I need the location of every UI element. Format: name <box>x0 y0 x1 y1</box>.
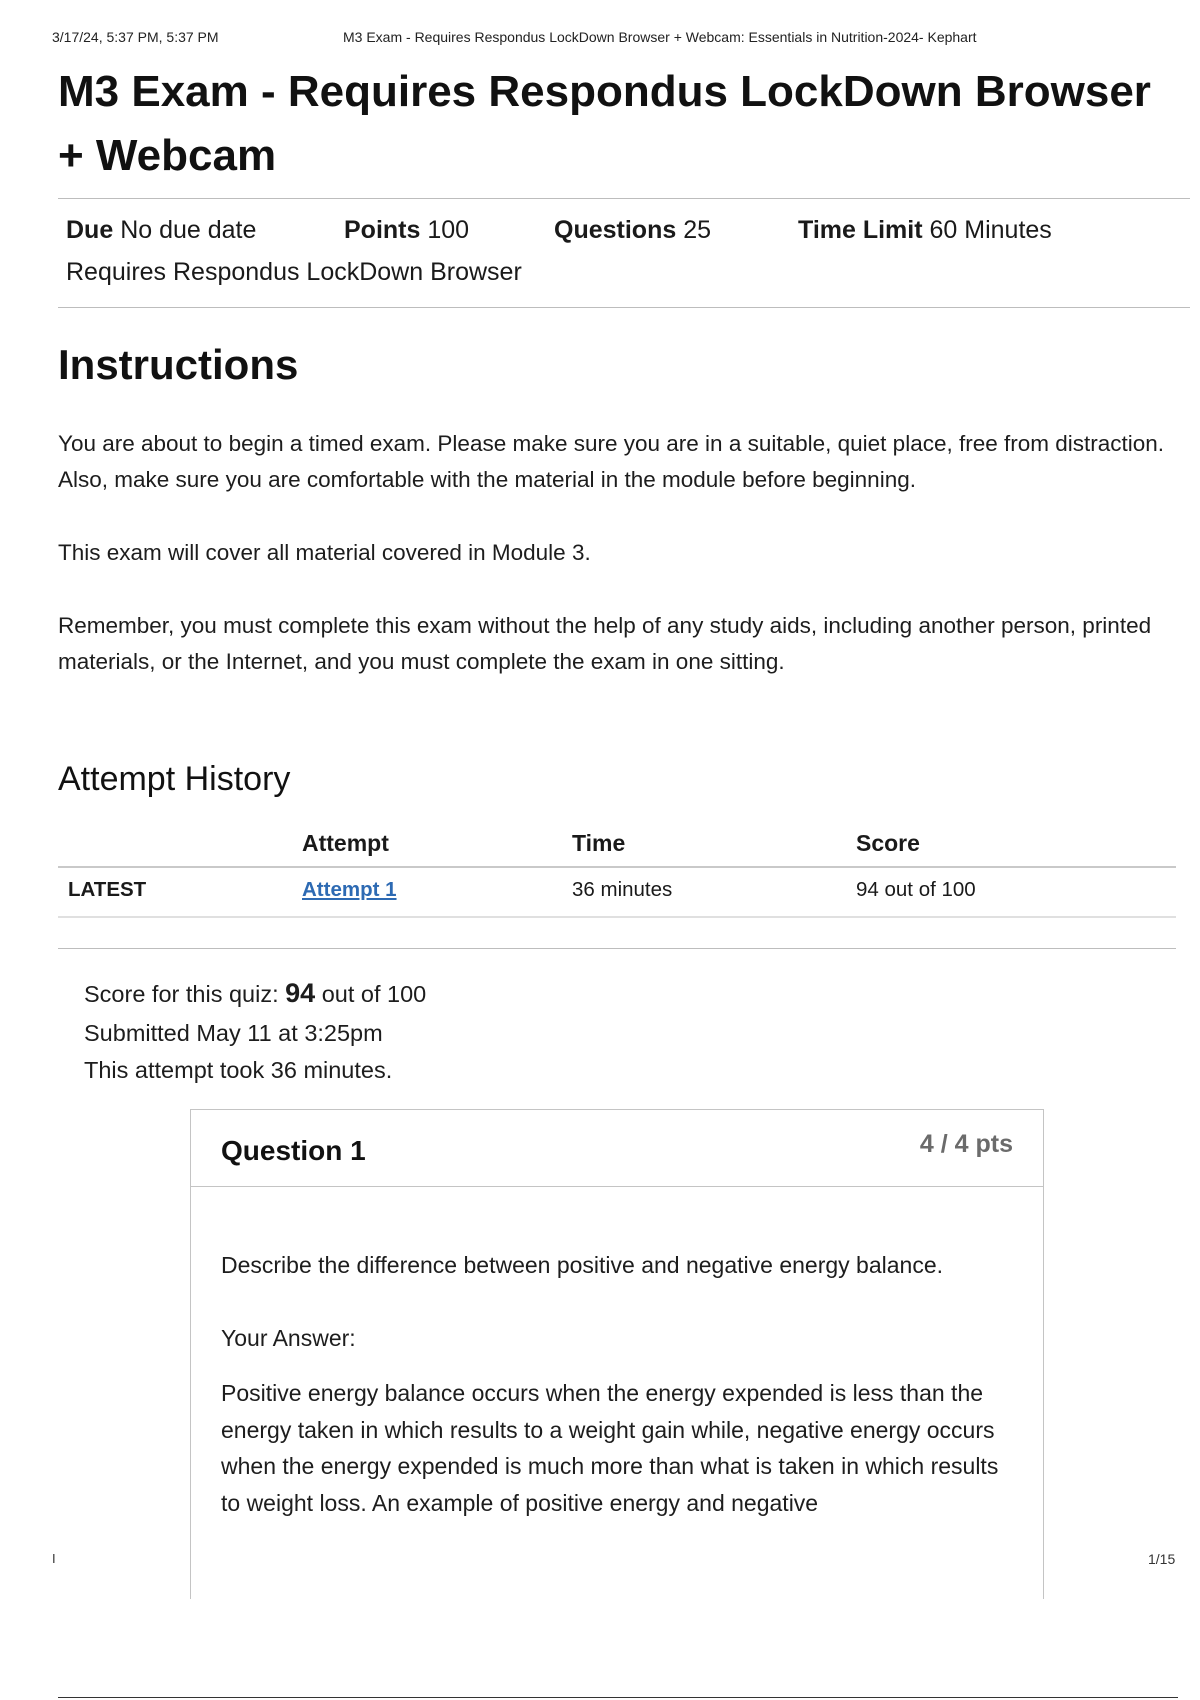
column-header-time: Time <box>572 830 626 856</box>
divider-summary <box>58 948 1176 949</box>
instructions-heading: Instructions <box>58 341 299 388</box>
divider-top <box>58 198 1190 199</box>
meta-points <box>344 216 469 245</box>
footer-left-mark: I <box>52 1551 56 1566</box>
instructions-para-1: You are about to begin a timed exam. Please make sure you are in a suitable, quiet place, free from distraction. Also, make sure you are comfortable with the material in the module before beginning. <box>58 431 1165 492</box>
quiz-submitted: Submitted May 11 at 3:25pm <box>84 1020 383 1046</box>
row-latest-label: LATEST <box>68 878 147 901</box>
attempt-1-link[interactable]: Attempt 1 <box>302 878 397 901</box>
row-score: 94 out of 100 <box>856 878 976 901</box>
column-header-score: Score <box>856 830 920 856</box>
meta-due-label: Due <box>66 216 114 244</box>
print-header-title: M3 Exam - Requires Respondus LockDown Browser + Webcam: Essentials in Nutrition-2024- Kephart <box>343 29 977 45</box>
quiz-score-prefix: Score for this quiz: <box>84 981 279 1007</box>
question-prompt: Describe the difference between positive and negative energy balance. <box>221 1252 943 1278</box>
question-points: 4 / 4 pts <box>919 1130 1013 1158</box>
instructions-para-3: Remember, you must complete this exam without the help of any study aids, including another person, printed materials, or the Internet, and you must complete the exam in one sitting. <box>58 613 1152 674</box>
quiz-duration: This attempt took 36 minutes. <box>84 1057 393 1083</box>
answer-label: Your Answer: <box>221 1325 356 1351</box>
meta-time-limit-label: Time Limit <box>798 216 923 244</box>
meta-time-limit-value: 60 Minutes <box>929 216 1052 244</box>
question-card <box>190 1109 1044 1599</box>
meta-questions <box>554 216 711 245</box>
meta-points-label: Points <box>344 216 421 244</box>
print-datetime: 3/17/24, 5:37 PM, 5:37 PM <box>52 29 219 45</box>
meta-questions-value: 25 <box>683 216 712 244</box>
column-header-attempt: Attempt <box>302 830 389 856</box>
question-header <box>191 1110 1043 1187</box>
page-number: 1/15 <box>1148 1551 1176 1567</box>
meta-requirement: Requires Respondus LockDown Browser <box>66 258 522 286</box>
meta-questions-label: Questions <box>554 216 677 244</box>
meta-time-limit <box>798 216 1052 245</box>
instructions-para-2: This exam will cover all material covered in Module 3. <box>58 540 591 565</box>
meta-due <box>66 216 256 245</box>
quiz-score-value: 94 <box>285 978 316 1008</box>
meta-points-value: 100 <box>427 216 470 244</box>
answer-text: Positive energy balance occurs when the energy expended is less than the energy taken in which results to a weight gain while, negative energy occurs when the energy expended is much more than what is taken in which results to weight loss. An example of positive energy and negative <box>221 1380 999 1516</box>
attempt-history-heading: Attempt History <box>58 760 291 798</box>
bottom-divider <box>58 1697 1178 1698</box>
quiz-score-line <box>84 978 426 1009</box>
question-title: Question 1 <box>221 1135 366 1166</box>
table-header-divider <box>58 866 1176 868</box>
table-row-divider <box>58 916 1176 918</box>
page-title: M3 Exam - Requires Respondus LockDown Browser + Webcam <box>58 67 1151 180</box>
row-time: 36 minutes <box>572 878 673 901</box>
meta-due-value: No due date <box>120 216 257 244</box>
divider-meta <box>58 307 1190 308</box>
quiz-score-suffix: out of 100 <box>321 981 427 1007</box>
